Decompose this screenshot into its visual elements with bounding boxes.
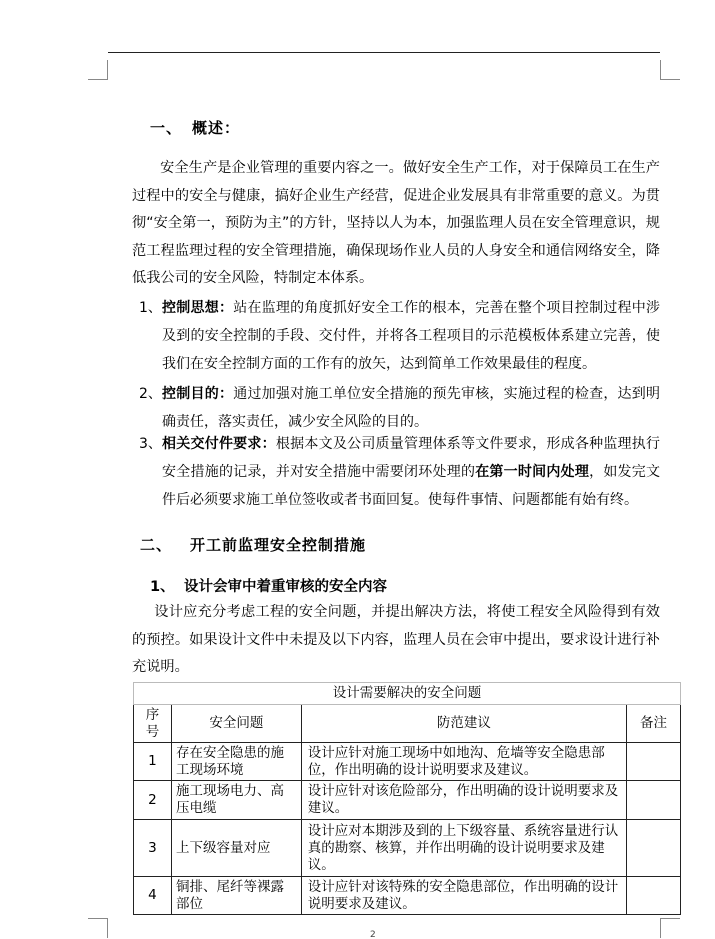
list-item-deliverables [139,430,660,514]
table-row [134,743,681,781]
section-heading-pre-construction [140,534,366,555]
table-row [134,781,681,820]
header-rule [108,52,660,53]
cell-advice: 设计应针对该特殊的安全隐患部位，作出明确的设计说明要求及建议。 [301,877,626,915]
cell-no: 1 [134,743,172,781]
table-row [134,877,681,915]
table-row [134,820,681,877]
list-item-number: 1、 [139,300,162,316]
design-text: 设计应充分考虑工程的安全问题，并提出解决方法，将使工程安全风险得到有效的预控。如果设计文件中未提及以下内容，监理人员在会审中提出，要求设计进行补充说明。 [132,604,660,675]
cell-no: 2 [134,781,172,820]
subsection-title: 设计会审中着重审核的安全内容 [184,579,387,595]
design-paragraph [132,599,660,682]
margin-mark-top-left [88,60,108,80]
list-item-text: 通过加强对施工单位安全措施的预先审核，实施过程的检查，达到明确责任，落实责任，减少安全风险的目的。 [162,386,661,430]
list-item-separator: ： [261,436,276,452]
margin-mark-bottom-right [660,918,680,938]
header-note: 备注 [627,705,681,743]
list-item-separator: ： [218,300,234,316]
cell-no: 4 [134,877,172,915]
margin-mark-top-right [660,60,680,80]
section-number: 一、 [150,119,183,137]
intro-paragraph [132,155,660,293]
table-caption-row [134,683,681,705]
cell-note [627,781,681,820]
cell-advice: 设计应针对施工现场中如地沟、危墙等安全隐患部位，作出明确的设计说明要求及建议。 [301,743,626,781]
list-item-number: 2、 [139,386,162,402]
cell-note [627,820,681,877]
cell-no: 3 [134,820,172,877]
subsection-number: 1、 [150,579,175,595]
cell-issue: 铜排、尾纤等裸露部位 [171,877,301,915]
cell-note [627,743,681,781]
cell-issue: 存在安全隐患的施工现场环境 [171,743,301,781]
cell-note [627,877,681,915]
list-item-term: 控制思想 [162,300,219,316]
safety-issues-table [133,682,681,915]
cell-issue: 上下级容量对应 [171,820,301,877]
header-advice: 防范建议 [301,705,626,743]
subsection-heading-design-review [150,575,387,596]
table-caption: 设计需要解决的安全问题 [134,683,681,705]
intro-text: 安全生产是企业管理的重要内容之一。做好安全生产工作，对于保障员工在生产过程中的安全与健康，搞好企业生产经营，促进企业发展具有非常重要的意义。为贯彻“安全第一，预防为主”的方针，坚持以人为本，加强监理人员在安全管理意识，规范工程监理过程的安全管理措施，确保现场作业人员的人身安全和通信网络安全，降低我公司的安全风险，特制定本体系。 [132,160,660,286]
margin-mark-bottom-left [88,918,108,938]
cell-advice: 设计应针对该危险部分，作出明确的设计说明要求及建议。 [301,781,626,820]
page-number: 2 [370,930,376,939]
list-item-control-goal [139,380,660,436]
section-title: 开工前监理安全控制措施 [190,536,367,554]
header-no-text: 序号 [145,706,160,740]
header-no [134,705,172,743]
cell-issue: 施工现场电力、高压电缆 [171,781,301,820]
list-item-text-a: 根据本文及公司质量管理体系等文件要求，形成各种监理执行安全措施的记录，并对安全措施中需要闭环处理的 [162,436,661,480]
list-item-number: 3、 [139,436,162,452]
table-header-row [134,705,681,743]
list-item-control-idea [139,294,660,378]
list-item-separator: ： [218,386,234,402]
list-item-term: 相关交付件要求 [162,436,262,452]
section-number: 二、 [140,536,173,554]
list-item-emphasis: 在第一时间内处理 [475,464,590,480]
list-item-text: 站在监理的角度抓好安全工作的根本，完善在整个项目控制过程中涉及到的安全控制的手段、交付件，并将各工程项目的示范模板体系建立完善，使我们在安全控制方面的工作有的放矢，达到简单工作效果最佳的程度。 [162,300,661,372]
list-item-text-b: ，如发完文件后必须要求施工单位签收或者书面回复。使每件事情、问题都能有始有终。 [162,464,661,508]
cell-advice: 设计应对本期涉及到的上下级容量、系统容量进行认真的勘察、核算，并作出明确的设计说明要求及建议。 [301,820,626,877]
header-issue: 安全问题 [171,705,301,743]
list-item-term: 控制目的 [162,386,219,402]
section-heading-overview [150,117,240,138]
section-title: 概述： [192,119,241,137]
